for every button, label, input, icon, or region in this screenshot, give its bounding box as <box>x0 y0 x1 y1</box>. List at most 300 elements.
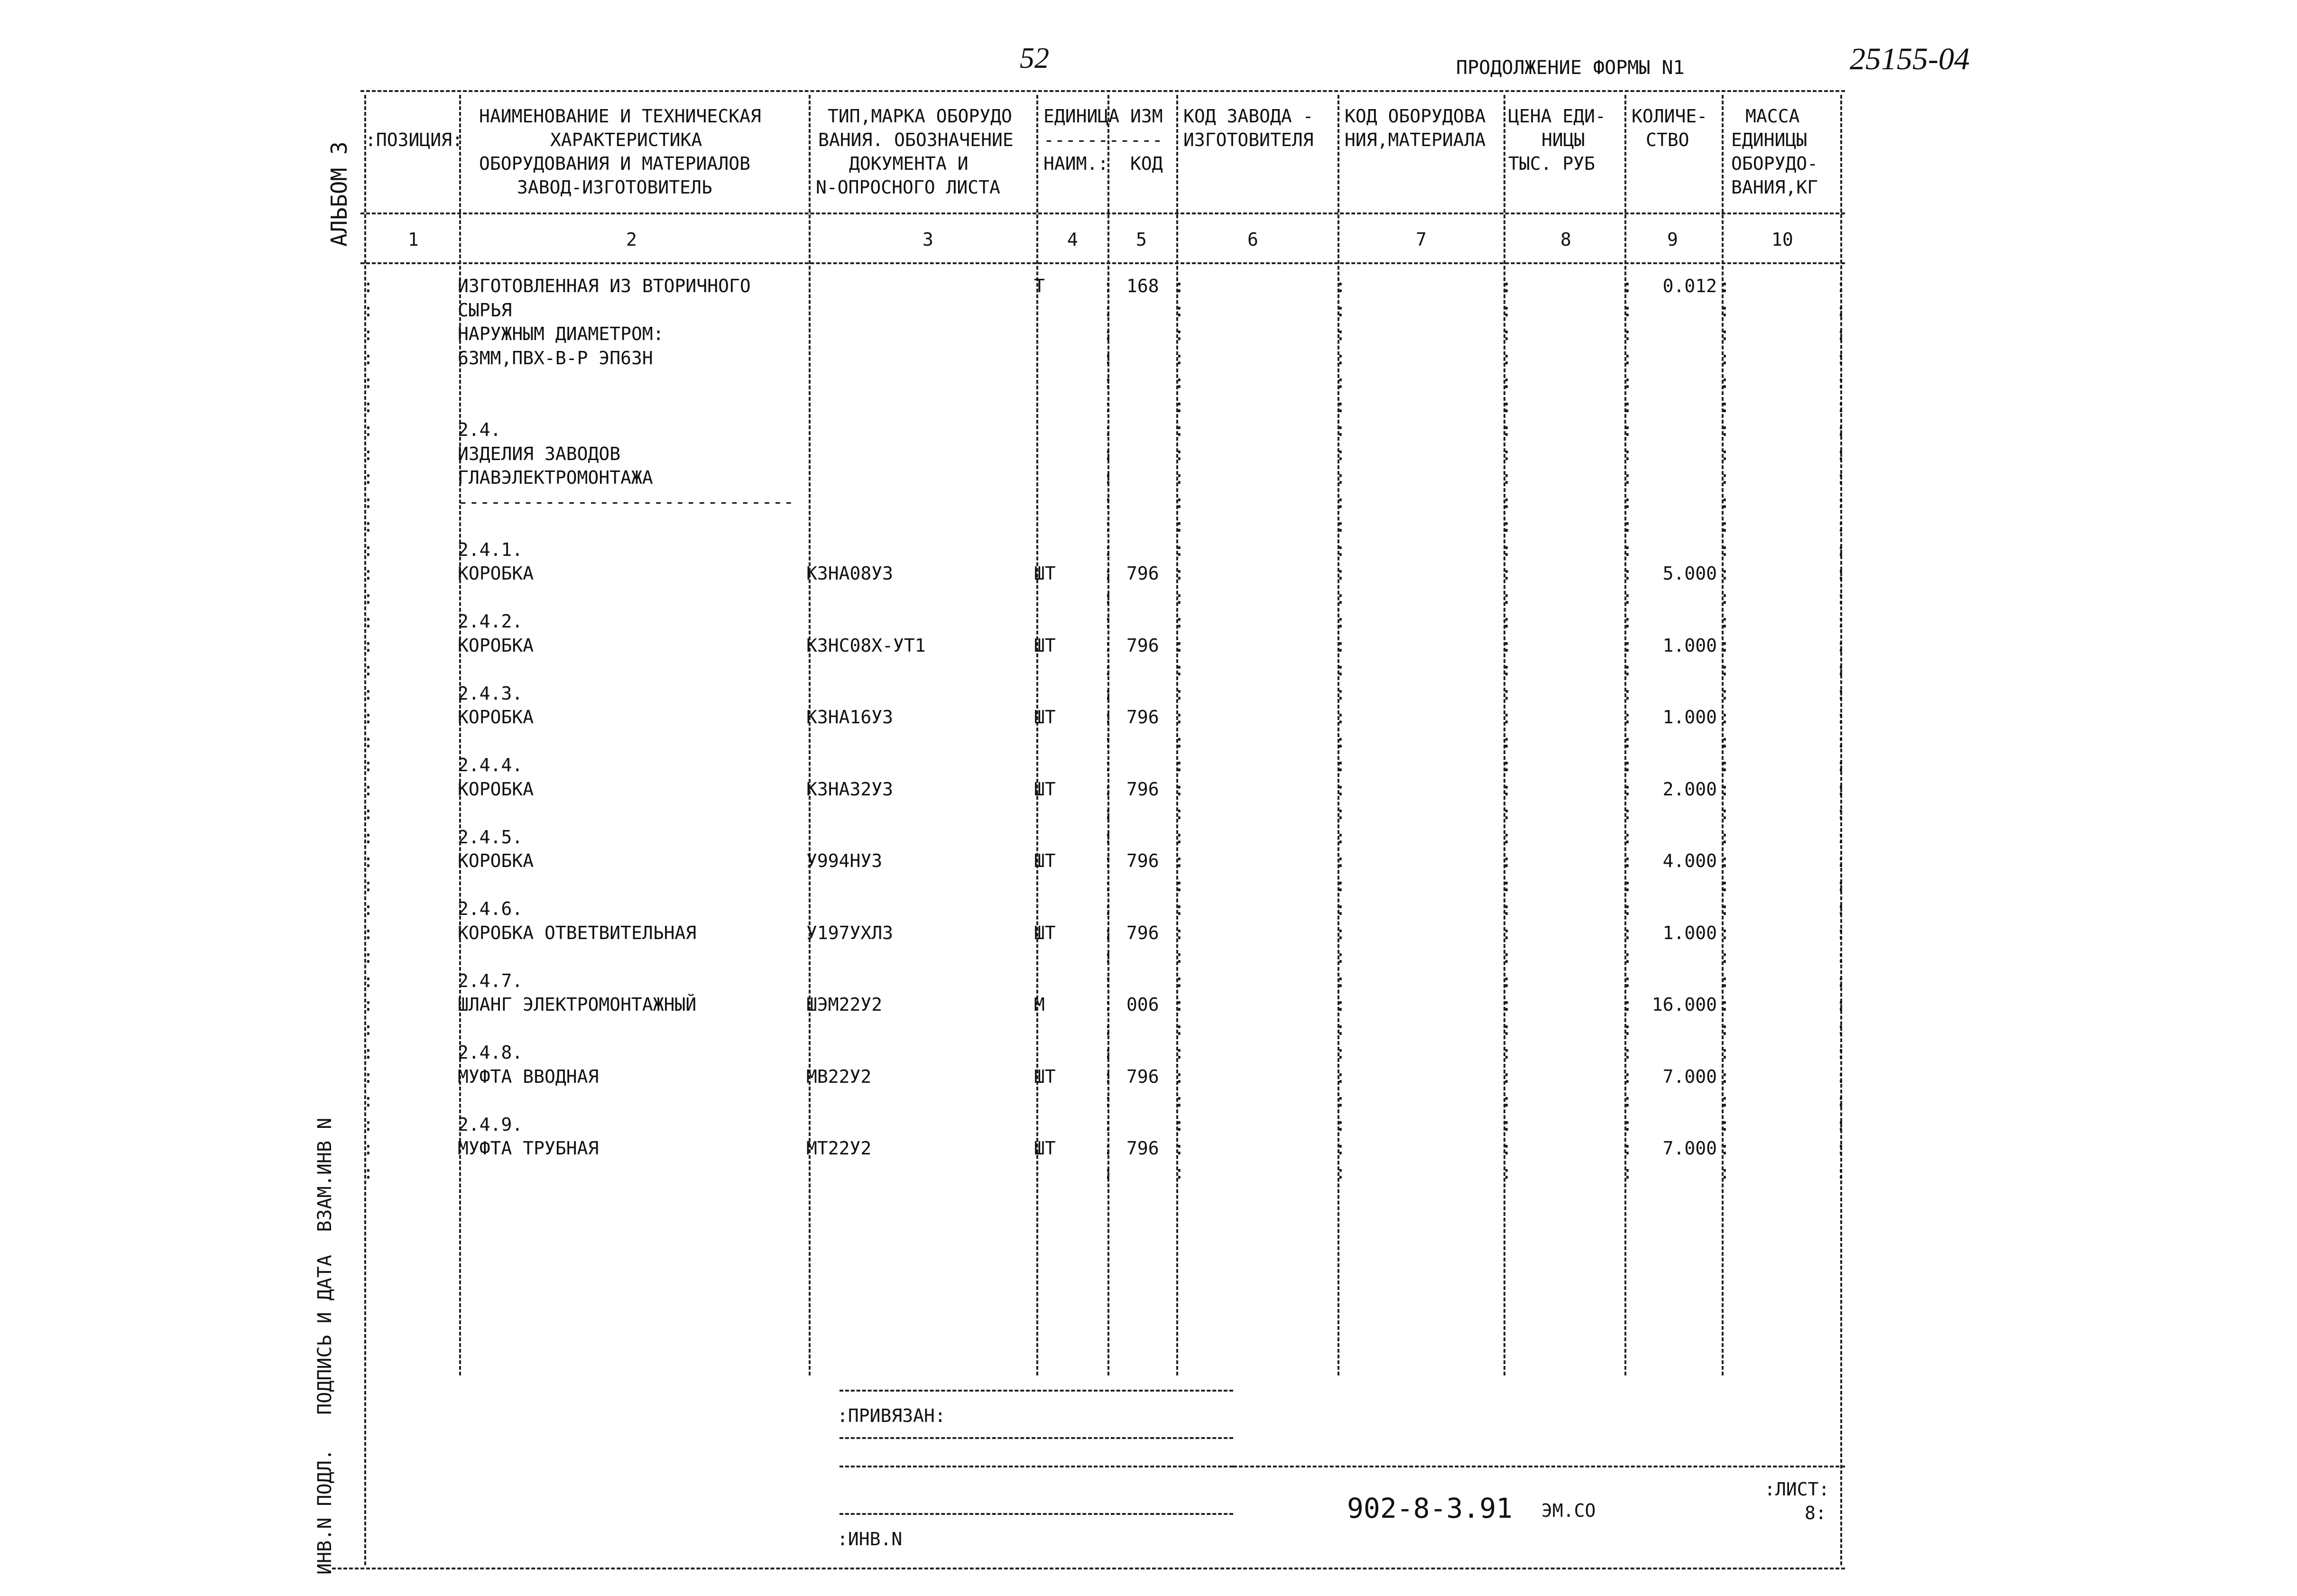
cell-type: К3НА32У3 <box>806 778 894 800</box>
row-separator: : <box>1622 898 1633 919</box>
row-separator: : <box>1501 730 1512 752</box>
header-col8-line1: ЦЕНА ЕДИ- <box>1508 106 1606 127</box>
row-separator: : <box>363 467 374 488</box>
header-col2-line4: ЗАВОД-ИЗГОТОВИТЕЛЬ <box>517 177 712 198</box>
row-separator: : <box>1174 1066 1185 1087</box>
row-separator: : <box>363 755 374 775</box>
row-separator: : <box>1335 299 1346 321</box>
row-separator: : <box>1836 443 1846 464</box>
row-separator: : <box>1174 323 1185 344</box>
row-separator: : <box>1622 803 1633 823</box>
row-separator: : <box>363 898 374 919</box>
row-separator: : <box>1719 946 1730 967</box>
row-separator: : <box>363 922 374 943</box>
row-separator: : <box>1501 946 1512 967</box>
row-separator: : <box>1836 898 1846 919</box>
row-separator: : <box>1174 611 1185 632</box>
header-col9-line1: КОЛИЧЕ- <box>1632 106 1708 127</box>
row-separator: : <box>363 707 374 728</box>
row-separator: : <box>1501 922 1512 943</box>
cell-unit: ШТ <box>1034 922 1056 943</box>
row-separator: : <box>1501 635 1512 656</box>
row-separator: : <box>1103 755 1114 775</box>
album-label: АЛЬБОМ 3 <box>326 141 352 247</box>
sheet-number: 8: <box>1805 1503 1827 1523</box>
row-separator: : <box>363 970 374 991</box>
row-separator: : <box>1501 323 1512 344</box>
row-separator: : <box>1719 659 1730 680</box>
row-separator: : <box>1103 419 1114 440</box>
cell-name: 2.4.8. <box>458 1042 523 1063</box>
rule-col3 <box>809 95 811 1375</box>
cell-type: У994НУ3 <box>806 850 883 871</box>
cell-unit: ШТ <box>1034 1138 1056 1159</box>
row-separator: : <box>1836 803 1846 823</box>
cell-code: 796 <box>1126 635 1159 656</box>
page-number: 52 <box>1020 42 1049 74</box>
row-separator: : <box>1103 515 1114 536</box>
row-separator: : <box>1719 1162 1730 1183</box>
cell-name: 2.4.7. <box>458 970 523 991</box>
colnum-3: 3 <box>922 229 933 250</box>
row-separator: : <box>1719 755 1730 775</box>
row-separator: : <box>1335 683 1346 704</box>
row-separator: : <box>1501 395 1512 416</box>
row-separator: : <box>363 1090 374 1111</box>
header-col6-line1: КОД ЗАВОДА - <box>1183 106 1314 127</box>
row-separator: : <box>1719 683 1730 704</box>
row-separator: : <box>1174 850 1185 871</box>
row-separator: : <box>363 826 374 848</box>
row-separator: : <box>1719 347 1730 369</box>
row-separator: : <box>1174 1138 1185 1159</box>
row-separator: : <box>1501 491 1512 512</box>
cell-name: КОРОБКА <box>458 778 534 800</box>
row-separator: : <box>363 635 374 656</box>
row-separator: : <box>1174 635 1185 656</box>
row-separator: : <box>1622 874 1633 895</box>
row-separator: : <box>1622 491 1633 512</box>
row-separator: : <box>1622 1090 1633 1111</box>
colnum-6: 6 <box>1247 229 1258 250</box>
row-separator: : <box>1103 826 1114 848</box>
rule-bottom <box>332 1568 1845 1569</box>
row-separator: : <box>1501 659 1512 680</box>
cell-name: 2.4.5. <box>458 826 523 848</box>
cell-qty: 1.000 <box>1662 922 1717 943</box>
row-separator: : <box>1836 826 1846 848</box>
row-separator: : <box>1335 1042 1346 1063</box>
row-separator: : <box>1719 1114 1730 1135</box>
row-separator: : <box>1103 659 1114 680</box>
colnum-7: 7 <box>1416 229 1427 250</box>
row-separator: : <box>1103 1162 1114 1183</box>
approval-stamp: ИНВ.N ПОДЛ. ПОДПИСЬ И ДАТА ВЗАМ.ИНВ N <box>314 1117 336 1575</box>
header-col10-line1: МАССА <box>1745 106 1800 127</box>
row-separator: : <box>1335 515 1346 536</box>
cell-type: К3НА08У3 <box>806 563 894 584</box>
row-separator: : <box>1836 347 1846 369</box>
row-separator: : <box>1174 347 1185 369</box>
row-separator: : <box>363 347 374 369</box>
row-separator: : <box>1103 1090 1114 1111</box>
row-separator: : <box>1335 587 1346 608</box>
row-separator: : <box>1174 659 1185 680</box>
inv-label: :ИНВ.N <box>837 1529 903 1550</box>
cell-code: 168 <box>1126 276 1159 296</box>
row-separator: : <box>1335 443 1346 464</box>
row-separator: : <box>1719 898 1730 919</box>
row-separator: : <box>1836 419 1846 440</box>
cell-name: 2.4.3. <box>458 683 523 704</box>
row-separator: : <box>1622 587 1633 608</box>
row-separator: : <box>1174 276 1185 296</box>
row-separator: : <box>363 395 374 416</box>
cell-code: 796 <box>1126 707 1159 728</box>
row-separator: : <box>1174 803 1185 823</box>
row-separator: : <box>1501 874 1512 895</box>
row-separator: : <box>1836 1018 1846 1039</box>
cell-code: 796 <box>1126 778 1159 800</box>
row-separator: : <box>1836 299 1846 321</box>
row-separator: : <box>1103 1114 1114 1135</box>
row-separator: : <box>363 778 374 800</box>
row-separator: : <box>1335 276 1346 296</box>
row-separator: : <box>363 683 374 704</box>
cell-name: ------------------------------- <box>458 491 794 512</box>
row-separator: : <box>1622 563 1633 584</box>
header-col2-line2: ХАРАКТЕРИСТИКА <box>550 129 702 150</box>
colnum-9: 9 <box>1667 229 1678 250</box>
header-col1-line2: :ПОЗИЦИЯ: <box>365 129 463 150</box>
row-separator: : <box>363 1114 374 1135</box>
row-separator: : <box>1335 611 1346 632</box>
row-separator: : <box>363 276 374 296</box>
row-separator: : <box>1501 563 1512 584</box>
row-separator: : <box>1335 946 1346 967</box>
row-separator: : <box>1836 659 1846 680</box>
cell-code: 006 <box>1126 994 1159 1015</box>
row-separator: : <box>1501 826 1512 848</box>
row-separator: : <box>1622 922 1633 943</box>
cell-unit: ШТ <box>1034 778 1056 800</box>
row-separator: : <box>1836 755 1846 775</box>
row-separator: : <box>1335 994 1346 1015</box>
row-separator: : <box>1103 970 1114 991</box>
header-col3-line3: ДОКУМЕНТА И <box>849 153 969 174</box>
row-separator: : <box>1174 539 1185 560</box>
header-col2-line1: НАИМЕНОВАНИЕ И ТЕХНИЧЕСКАЯ <box>479 106 761 127</box>
row-separator: : <box>363 515 374 536</box>
row-separator: : <box>1836 323 1846 344</box>
row-separator: : <box>1335 922 1346 943</box>
row-separator: : <box>1836 515 1846 536</box>
row-separator: : <box>1103 443 1114 464</box>
row-separator: : <box>1335 850 1346 871</box>
cell-qty: 16.000 <box>1651 994 1717 1015</box>
row-separator: : <box>363 730 374 752</box>
continuation-title: ПРОДОЛЖЕНИЕ ФОРМЫ N1 <box>1456 57 1685 79</box>
row-separator: : <box>1836 539 1846 560</box>
row-separator: : <box>1103 395 1114 416</box>
row-separator: : <box>1174 826 1185 848</box>
row-separator: : <box>1501 683 1512 704</box>
row-separator: : <box>1719 922 1730 943</box>
cell-name: 2.4. <box>458 419 501 440</box>
cell-unit: ШТ <box>1034 850 1056 871</box>
row-separator: : <box>1622 467 1633 488</box>
colnum-4: 4 <box>1067 229 1078 250</box>
cell-unit: ШТ <box>1034 1066 1056 1087</box>
row-separator: : <box>1501 611 1512 632</box>
row-separator: : <box>1335 755 1346 775</box>
rule-footer-top <box>1233 1466 1845 1467</box>
row-separator: : <box>1335 826 1346 848</box>
row-separator: : <box>1501 1138 1512 1159</box>
linked-rule-bottom <box>839 1437 1233 1439</box>
cell-name: ГЛАВЭЛЕКТРОМОНТАЖА <box>458 467 653 488</box>
row-separator: : <box>1719 491 1730 512</box>
row-separator: : <box>1836 611 1846 632</box>
row-separator: : <box>1335 1018 1346 1039</box>
row-separator: : <box>1622 970 1633 991</box>
row-separator: : <box>1836 635 1846 656</box>
row-separator: : <box>1622 515 1633 536</box>
row-separator: : <box>1719 611 1730 632</box>
cell-unit: ШТ <box>1034 635 1056 656</box>
row-separator: : <box>1719 1018 1730 1039</box>
cell-unit: М <box>1034 994 1045 1015</box>
cell-code: 796 <box>1126 1066 1159 1087</box>
header-col2-line3: ОБОРУДОВАНИЯ И МАТЕРИАЛОВ <box>479 153 750 174</box>
cell-type: К3НА16У3 <box>806 707 894 728</box>
row-separator: : <box>1719 323 1730 344</box>
row-separator: : <box>1836 276 1846 296</box>
row-separator: : <box>1719 1042 1730 1063</box>
row-separator: : <box>1103 778 1114 800</box>
row-separator: : <box>1719 371 1730 392</box>
row-separator: : <box>1719 299 1730 321</box>
cell-code: 796 <box>1126 922 1159 943</box>
cell-name: КОРОБКА ОТВЕТВИТЕЛЬНАЯ <box>458 922 697 943</box>
cell-name: МУФТА ВВОДНАЯ <box>458 1066 599 1087</box>
row-separator: : <box>1103 563 1114 584</box>
header-col9-line2: СТВО <box>1646 129 1689 150</box>
row-separator: : <box>1622 611 1633 632</box>
row-separator: : <box>1836 707 1846 728</box>
row-separator: : <box>1836 922 1846 943</box>
cell-type: К3НС08Х-УТ1 <box>806 635 926 656</box>
row-separator: : <box>1335 730 1346 752</box>
row-separator: : <box>1719 443 1730 464</box>
row-separator: : <box>1836 994 1846 1015</box>
row-separator: : <box>1719 778 1730 800</box>
row-separator: : <box>1103 276 1114 296</box>
row-separator: : <box>1501 1162 1512 1183</box>
cell-qty: 7.000 <box>1662 1066 1717 1087</box>
row-separator: : <box>1335 347 1346 369</box>
row-separator: : <box>1622 371 1633 392</box>
row-separator: : <box>1501 276 1512 296</box>
row-separator: : <box>363 850 374 871</box>
header-col7-line1: КОД ОБОРУДОВА <box>1345 106 1486 127</box>
rule-numbers-bottom <box>360 262 1845 264</box>
row-separator: : <box>1622 994 1633 1015</box>
row-separator: : <box>363 587 374 608</box>
row-separator: : <box>363 1066 374 1087</box>
cell-qty: 7.000 <box>1662 1138 1717 1159</box>
row-separator: : <box>1836 874 1846 895</box>
cell-name: СЫРЬЯ <box>458 299 512 321</box>
row-separator: : <box>1622 1018 1633 1039</box>
row-separator: : <box>1501 587 1512 608</box>
row-separator: : <box>1501 539 1512 560</box>
row-separator: : <box>1836 970 1846 991</box>
row-separator: : <box>1622 419 1633 440</box>
linked-rule-3 <box>839 1513 1233 1515</box>
row-separator: : <box>1622 395 1633 416</box>
cell-name: МУФТА ТРУБНАЯ <box>458 1138 599 1159</box>
row-separator: : <box>1103 347 1114 369</box>
cell-qty: 5.000 <box>1662 563 1717 584</box>
cell-name: 2.4.2. <box>458 611 523 632</box>
row-separator: : <box>1335 539 1346 560</box>
cell-qty: 1.000 <box>1662 707 1717 728</box>
row-separator: : <box>1174 730 1185 752</box>
row-separator: : <box>1501 347 1512 369</box>
cell-unit: ШТ <box>1034 707 1056 728</box>
row-separator: : <box>1174 587 1185 608</box>
row-separator: : <box>1174 683 1185 704</box>
row-separator: : <box>1501 778 1512 800</box>
row-separator: : <box>1622 1162 1633 1183</box>
row-separator: : <box>1622 276 1633 296</box>
cell-name: ИЗГОТОВЛЕННАЯ ИЗ ВТОРИЧНОГО <box>458 276 751 296</box>
row-separator: : <box>1103 299 1114 321</box>
cell-name: 2.4.9. <box>458 1114 523 1135</box>
cell-name: 2.4.6. <box>458 898 523 919</box>
row-separator: : <box>1174 778 1185 800</box>
row-separator: : <box>1174 970 1185 991</box>
row-separator: : <box>1622 707 1633 728</box>
row-separator: : <box>1836 563 1846 584</box>
cell-code: 796 <box>1126 850 1159 871</box>
row-separator: : <box>1335 419 1346 440</box>
row-separator: : <box>1501 443 1512 464</box>
row-separator: : <box>1501 1042 1512 1063</box>
row-separator: : <box>1174 994 1185 1015</box>
cell-name: НАРУЖНЫМ ДИАМЕТРОМ: <box>458 323 664 344</box>
row-separator: : <box>1836 730 1846 752</box>
row-separator: : <box>1836 371 1846 392</box>
row-separator: : <box>1174 467 1185 488</box>
cell-name: 2.4.4. <box>458 755 523 775</box>
row-separator: : <box>1335 707 1346 728</box>
header-col6-line2: ИЗГОТОВИТЕЛЯ <box>1183 129 1314 150</box>
header-col10-line4: ВАНИЯ,КГ <box>1731 177 1818 198</box>
cell-type: У197УХЛ3 <box>806 922 894 943</box>
cell-name: КОРОБКА <box>458 707 534 728</box>
row-separator: : <box>1836 1090 1846 1111</box>
row-separator: : <box>1622 323 1633 344</box>
row-separator: : <box>363 874 374 895</box>
header-col7-line2: НИЯ,МАТЕРИАЛА <box>1345 129 1486 150</box>
row-separator: : <box>1335 778 1346 800</box>
row-separator: : <box>1335 467 1346 488</box>
row-separator: : <box>1174 1018 1185 1039</box>
row-separator: : <box>1174 395 1185 416</box>
row-separator: : <box>1103 539 1114 560</box>
row-separator: : <box>1622 443 1633 464</box>
header-col3-line1: ТИП,МАРКА ОБОРУДО <box>828 106 1012 127</box>
row-separator: : <box>1719 395 1730 416</box>
row-separator: : <box>1335 803 1346 823</box>
row-separator: : <box>1103 898 1114 919</box>
row-separator: : <box>363 659 374 680</box>
row-separator: : <box>1719 1090 1730 1111</box>
row-separator: : <box>1501 707 1512 728</box>
row-separator: : <box>1622 850 1633 871</box>
linked-rule-2 <box>839 1466 1233 1467</box>
row-separator: : <box>1174 1162 1185 1183</box>
row-separator: : <box>1501 1018 1512 1039</box>
row-separator: : <box>1501 467 1512 488</box>
cell-name: КОРОБКА <box>458 850 534 871</box>
row-separator: : <box>1174 1114 1185 1135</box>
row-separator: : <box>1335 1162 1346 1183</box>
row-separator: : <box>1103 491 1114 512</box>
colnum-8: 8 <box>1560 229 1571 250</box>
row-separator: : <box>1501 371 1512 392</box>
row-separator: : <box>1836 1162 1846 1183</box>
row-separator: : <box>363 419 374 440</box>
row-separator: : <box>1174 898 1185 919</box>
row-separator: : <box>1836 1114 1846 1135</box>
row-separator: : <box>1501 419 1512 440</box>
header-col10-line2: ЕДИНИЦЫ <box>1731 129 1808 150</box>
row-separator: : <box>1622 1066 1633 1087</box>
row-separator: : <box>1622 946 1633 967</box>
row-separator: : <box>363 1042 374 1063</box>
row-separator: : <box>1719 707 1730 728</box>
row-separator: : <box>1335 898 1346 919</box>
row-separator: : <box>1719 467 1730 488</box>
row-separator: : <box>1335 1066 1346 1087</box>
row-separator: : <box>1719 539 1730 560</box>
row-separator: : <box>1501 994 1512 1015</box>
row-separator: : <box>1719 635 1730 656</box>
row-separator: : <box>1174 1090 1185 1111</box>
header-col3-line2: ВАНИЯ. ОБОЗНАЧЕНИЕ <box>818 129 1014 150</box>
cell-name: КОРОБКА <box>458 563 534 584</box>
row-separator: : <box>1174 707 1185 728</box>
row-separator: : <box>1622 1042 1633 1063</box>
row-separator: : <box>1622 778 1633 800</box>
header-col45-line1: ЕДИНИЦА ИЗМ <box>1043 106 1163 127</box>
row-separator: : <box>1836 587 1846 608</box>
row-separator: : <box>363 539 374 560</box>
row-separator: : <box>1719 850 1730 871</box>
cell-unit: ШТ <box>1034 563 1056 584</box>
cell-qty: 1.000 <box>1662 635 1717 656</box>
colnum-10: 10 <box>1771 229 1793 250</box>
row-separator: : <box>1103 803 1114 823</box>
cell-name: 63ММ,ПВХ-В-Р ЭП63Н <box>458 347 653 369</box>
linked-label: :ПРИВЯЗАН: <box>837 1405 946 1426</box>
row-separator: : <box>1719 1066 1730 1087</box>
row-separator: : <box>1836 1138 1846 1159</box>
rule-top <box>360 90 1845 92</box>
